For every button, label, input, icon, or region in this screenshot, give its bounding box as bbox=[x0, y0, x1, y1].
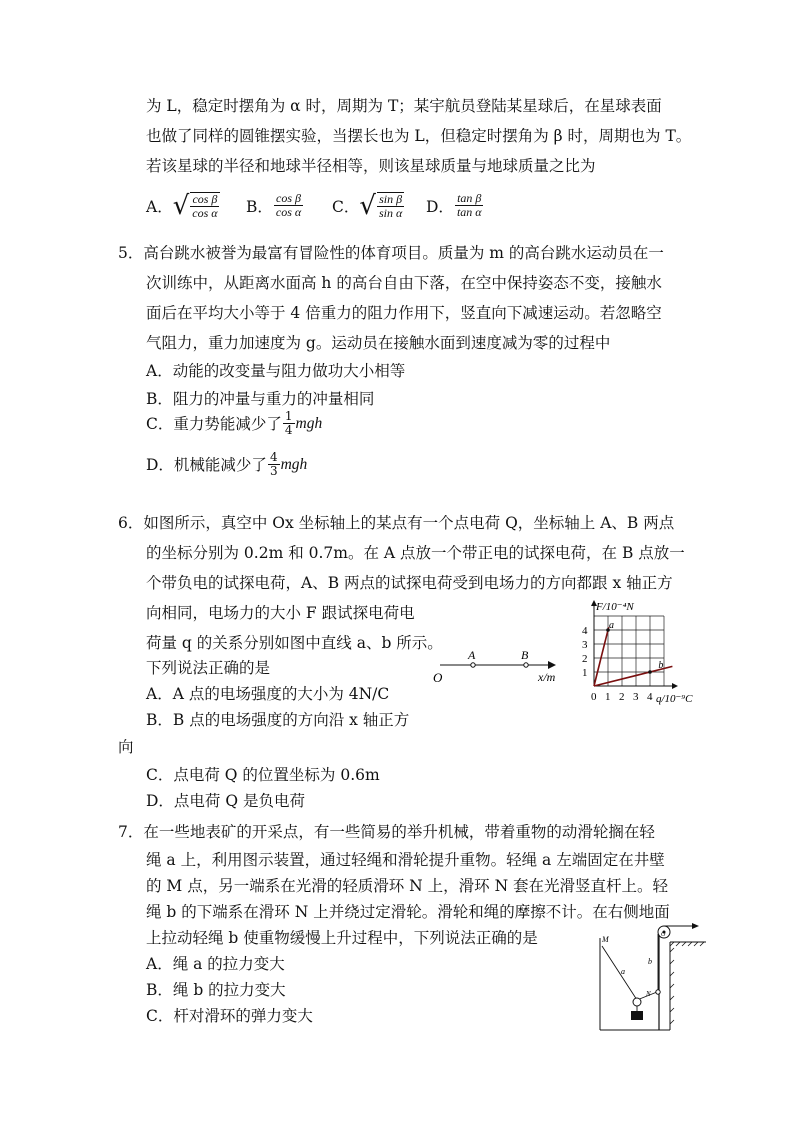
q7-option-c: C．杆对滑环的弹力变大 bbox=[146, 1007, 313, 1025]
x-tick-label: 3 bbox=[633, 691, 639, 703]
q5-line2: 次训练中，从距离水面高 h 的高台自由下落，在空中保持姿态不变，接触水 bbox=[146, 274, 662, 292]
series-line-a bbox=[594, 627, 609, 686]
q5-line3: 面后在平均大小等于 4 倍重力的阻力作用下，竖直向下减速运动。若忽略空 bbox=[146, 304, 662, 322]
q5-option-b: B．阻力的冲量与重力的冲量相同 bbox=[146, 390, 375, 408]
series-point-b bbox=[648, 670, 652, 674]
q6-line2: 的坐标分别为 0.2m 和 0.7m。在 A 点放一个带正电的试探电荷，在 B 点放一 bbox=[146, 544, 685, 562]
label-o: O bbox=[661, 932, 666, 938]
x-axis-arrow bbox=[548, 661, 556, 669]
label-a: a bbox=[621, 967, 625, 976]
q5-option-d: D．机械能减少了 $\frac{4}{3}$ mgh bbox=[146, 450, 308, 478]
q7-option-b: B．绳 b 的拉力变大 bbox=[146, 981, 286, 999]
rope-a-left bbox=[602, 946, 637, 1000]
q4-line1: 为 L，稳定时摆角为 α 时，周期为 T；某宇航员登陆某星球后，在星球表面 bbox=[146, 97, 662, 115]
q4-line2: 也做了同样的圆锥摆实验，当摆长也为 L，但稳定时摆角为 β 时，周期也为 T。 bbox=[146, 127, 692, 145]
x-axis-arrow bbox=[672, 683, 678, 689]
q5-line1: 5．高台跳水被誉为最富有冒险性的体育项目。质量为 m 的高台跳水运动员在一 bbox=[118, 244, 664, 262]
b-label: B bbox=[521, 648, 529, 662]
q5-option-a: A．动能的改变量与阻力做功大小相等 bbox=[146, 362, 406, 380]
series-label-b: b bbox=[658, 659, 664, 671]
q6-option-a: A．A 点的电场强度的大小为 4N/C bbox=[146, 685, 390, 703]
q4-option-d: D． $\frac{\text{tan β}}{\text{tan α}}$ bbox=[426, 191, 482, 219]
point-a bbox=[471, 663, 475, 667]
y-axis-label: F/10⁻⁴N bbox=[596, 601, 634, 613]
q5-option-c: C．重力势能减少了 $\frac{1}{4}$ mgh bbox=[146, 409, 323, 437]
q6-option-d: D．点电荷 Q 是负电荷 bbox=[146, 792, 305, 810]
ground-hatch bbox=[670, 942, 704, 946]
q7-line4: 绳 b 的下端系在滑环 N 上并绕过定滑轮。滑轮和绳的摩擦不计。在右侧地面 bbox=[146, 903, 670, 921]
origin-label: O bbox=[433, 670, 443, 685]
q5-line4: 气阻力，重力加速度为 g。运动员在接触水面到速度减为零的过程中 bbox=[146, 334, 611, 352]
q6-axis-figure bbox=[428, 645, 568, 690]
x-axis-label: q/10⁻⁹C bbox=[656, 693, 693, 705]
pull-arrow bbox=[692, 923, 699, 929]
graph-lines bbox=[594, 627, 672, 686]
label-n: N bbox=[646, 990, 651, 998]
q6-line1: 6．如图所示，真空中 Ox 坐标轴上的某点有一个点电荷 Q，坐标轴上 A、B 两点 bbox=[118, 514, 675, 532]
x-tick-label: 2 bbox=[619, 691, 625, 703]
graph-grid bbox=[594, 616, 664, 686]
q6-line4: 向相同，电场力的大小 F 跟试探电荷电 bbox=[146, 604, 415, 622]
point-b bbox=[524, 663, 528, 667]
q4-option-a: A． √ $\frac{\text{cos β}}{\text{cos α}}$ bbox=[146, 191, 218, 221]
q6-line3: 个带负电的试探电荷，A、B 两点的试探电荷受到电场力的方向都跟 x 轴正方 bbox=[146, 574, 673, 592]
q6-option-b: B．B 点的电场强度的方向沿 x 轴正方 bbox=[146, 711, 410, 729]
q7-line2: 绳 a 上，利用图示装置，通过轻绳和滑轮提升重物。轻绳 a 左端固定在井壁 bbox=[146, 851, 665, 869]
q7-option-a: A．绳 a 的拉力变大 bbox=[146, 955, 285, 973]
q7-line1: 7．在一些地表矿的开采点，有一些简易的举升机械，带着重物的动滑轮搁在轻 bbox=[118, 823, 655, 841]
y-tick-label: 3 bbox=[582, 639, 588, 651]
x-unit-label: x/m bbox=[538, 670, 556, 684]
q6-option-c: C．点电荷 Q 的位置坐标为 0.6m bbox=[146, 766, 380, 784]
label-b: b bbox=[648, 957, 652, 966]
q4-option-b: B． $\frac{\text{cos β}}{\text{cos α}}$ bbox=[246, 191, 302, 219]
q6-option-b-cont: 向 bbox=[118, 738, 134, 756]
ring-n bbox=[656, 990, 660, 994]
q4-line3: 若该星球的半径和地球半径相等，则该星球质量与地球质量之比为 bbox=[146, 157, 596, 175]
q7-line3: 的 M 点，另一端系在光滑的轻质滑环 N 上，滑环 N 套在光滑竖直杆上。轻 bbox=[146, 877, 669, 895]
q6-line6: 下列说法正确的是 bbox=[146, 659, 271, 677]
x-tick-label: 4 bbox=[647, 691, 653, 703]
x-tick-label: 0 bbox=[591, 691, 597, 703]
pulley-figure bbox=[588, 912, 713, 1037]
graph-labels bbox=[582, 601, 693, 705]
q7-line5: 上拉动轻绳 b 使重物缓慢上升过程中，下列说法正确的是 bbox=[146, 929, 538, 947]
y-tick-label: 2 bbox=[582, 653, 588, 665]
a-label: A bbox=[468, 648, 476, 662]
x-tick-label: 1 bbox=[605, 691, 611, 703]
y-tick-label: 1 bbox=[582, 667, 588, 679]
series-label-a: a bbox=[609, 620, 614, 631]
moving-pulley bbox=[633, 998, 641, 1006]
y-tick-label: 4 bbox=[582, 625, 588, 637]
f-q-graph bbox=[570, 580, 730, 705]
right-wall-hatch bbox=[670, 948, 674, 1024]
label-m: M bbox=[602, 935, 609, 944]
weight-block bbox=[631, 1011, 643, 1020]
q4-option-c: C． √ $\frac{\text{sin β}}{\text{sin α}}$ bbox=[332, 191, 403, 221]
q6-line5: 荷量 q 的关系分别如图中直线 a、b 所示。 bbox=[146, 634, 443, 652]
